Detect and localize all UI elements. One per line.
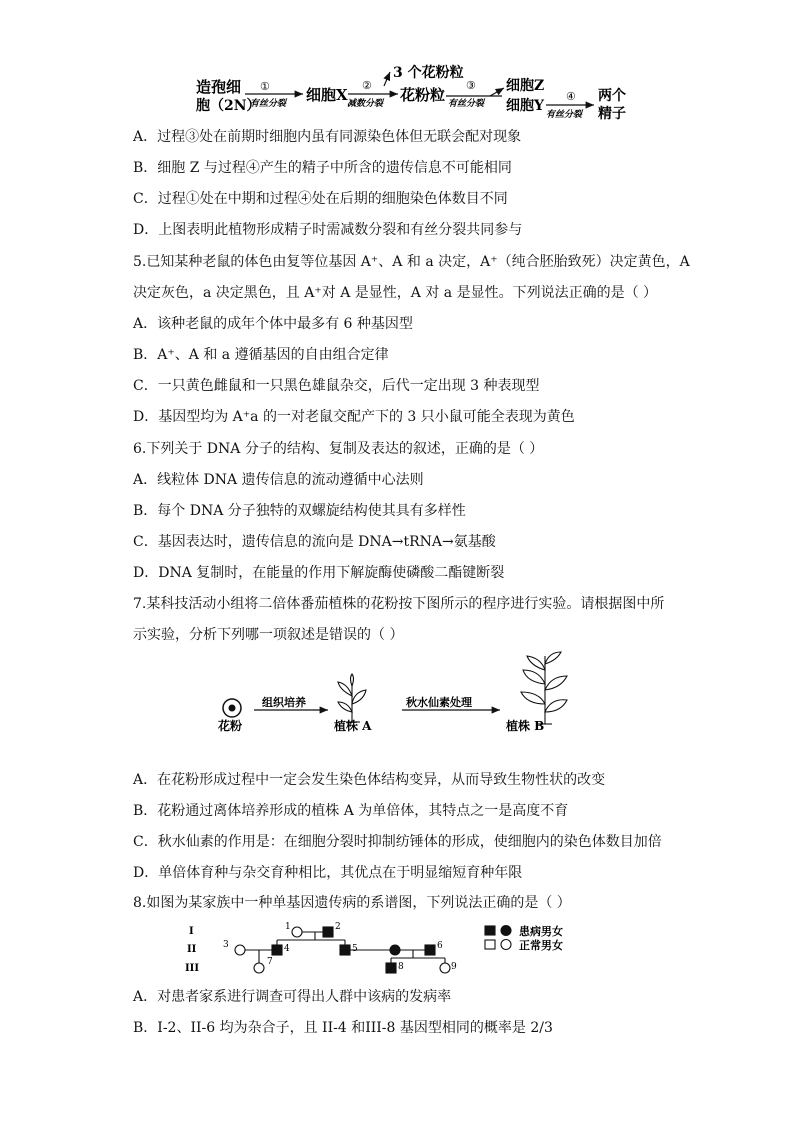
svg-text:秋水仙素处理: 秋水仙素处理 [406, 696, 472, 709]
q5-option-a: A．该种老鼠的成年个体中最多有 6 种基因型 [133, 316, 413, 332]
q8-option-b: B．I-2、II-6 均为杂合子，且 II-4 和III-8 基因型相同的概率是 2/3 [133, 1020, 553, 1036]
plant-a-icon [338, 674, 366, 722]
svg-text:II: II [187, 944, 197, 955]
q6-option-d: D．DNA 复制时，在能量的作用下解旋酶使磷酸二酯键断裂 [133, 565, 505, 581]
svg-text:III: III [185, 963, 200, 974]
pollen-label: 花粉 [218, 719, 243, 733]
svg-text:7: 7 [267, 957, 273, 967]
plant-b-icon [521, 652, 567, 724]
q7-option-b: B．花粉通过离体培养形成的植株 A 为单倍体，其特点之一是高度不育 [133, 803, 569, 819]
q5-option-c: C．一只黄色雌鼠和一只黑色雄鼠杂交，后代一定出现 3 种表现型 [133, 378, 540, 394]
q6-option-a: A．线粒体 DNA 遗传信息的流动遵循中心法则 [133, 472, 424, 488]
svg-text:4: 4 [284, 944, 290, 954]
svg-text:减数分裂: 减数分裂 [347, 99, 384, 109]
q5-stem-line1: 5.已知某种老鼠的体色由复等位基因 A⁺、A 和 a 决定，A⁺（纯合胚胎致死）决定黄色，A [133, 254, 690, 270]
svg-text:6: 6 [437, 941, 443, 951]
svg-text:5: 5 [352, 944, 358, 954]
svg-text:有丝分裂: 有丝分裂 [448, 99, 485, 109]
svg-text:3: 3 [223, 940, 229, 950]
q4-option-c: C．过程①处在中期和过程④处在后期的细胞染色体数目不同 [133, 191, 508, 207]
svg-text:有丝分裂: 有丝分裂 [250, 99, 287, 109]
q4-option-a: A．过程③处在前期时细胞内虽有同源染色体但无联会配对现象 [133, 129, 522, 145]
q7-stem-line1: 7.某科技活动小组将二倍体番茄植株的花粉按下图所示的程序进行实验。请根据图中所 [133, 596, 665, 612]
cell-x: 细胞X [306, 86, 348, 104]
legend-normal: 正常男女 [519, 939, 563, 952]
pedigree-chart [185, 920, 655, 976]
svg-text:有丝分裂: 有丝分裂 [546, 110, 583, 120]
three-pollen: 3 个花粉粒 [393, 65, 464, 81]
pollen-culture-diagram [210, 650, 590, 736]
pollen-grain: 花粉粒 [400, 86, 446, 104]
start-cell-line2: 胞（2N） [196, 98, 261, 114]
start-cell-line1: 造孢细 [196, 78, 242, 96]
q6-option-c: C．基因表达时，遗传信息的流向是 DNA→tRNA→氨基酸 [133, 534, 496, 550]
q5-option-b: B．A⁺、A 和 a 遵循基因的自由组合定律 [133, 347, 389, 363]
q7-stem-line2: 示实验，分析下列哪一项叙述是错误的（ ） [133, 627, 404, 643]
svg-text:④: ④ [566, 90, 576, 103]
svg-text:1: 1 [285, 922, 291, 932]
svg-text:8: 8 [398, 962, 404, 972]
q7-option-a: A．在花粉形成过程中一定会发生染色体结构变异，从而导致生物性状的改变 [133, 772, 606, 788]
q6-stem: 6.下列关于 DNA 分子的结构、复制及表达的叙述，正确的是（ ） [133, 441, 544, 457]
two-sperm-line2: 精子 [598, 106, 626, 122]
cell-y: 细胞Y [506, 98, 544, 114]
two-sperm-line1: 两个 [598, 88, 626, 104]
q4-option-b: B．细胞 Z 与过程④产生的精子中所含的遗传信息不可能相同 [133, 160, 512, 176]
q4-option-d: D．上图表明此植物形成精子时需减数分裂和有丝分裂共同参与 [133, 222, 523, 238]
legend-affected: 患病男女 [519, 925, 563, 938]
svg-text:I: I [189, 926, 194, 937]
q5-option-d: D．基因型均为 A⁺a 的一对老鼠交配产下的 3 只小鼠可能全表现为黄色 [133, 409, 575, 425]
q8-stem: 8.如图为某家族中一种单基因遗传病的系谱图，下列说法正确的是（ ） [133, 895, 571, 911]
svg-text:9: 9 [451, 962, 457, 972]
q7-option-d: D．单倍体育种与杂交育种相比，其优点在于明显缩短育种年限 [133, 865, 523, 881]
q5-stem-line2: 决定灰色，a 决定黑色，且 A⁺对 A 是显性，A 对 a 是显性。下列说法正确的是（ ） [133, 285, 658, 301]
svg-text:③: ③ [466, 79, 476, 92]
plant-b-label: 植株 B [506, 719, 545, 733]
svg-text:②: ② [362, 79, 372, 92]
plant-a-label: 植株 A [334, 719, 372, 733]
svg-text:2: 2 [335, 922, 341, 932]
svg-text:①: ① [260, 80, 270, 93]
meiosis-flow-diagram [190, 62, 650, 124]
q6-option-b: B．每个 DNA 分子独特的双螺旋结构使其具有多样性 [133, 503, 466, 519]
q7-option-c: C．秋水仙素的作用是：在细胞分裂时抑制纺锤体的形成，使细胞内的染色体数目加倍 [133, 834, 662, 850]
svg-text:组织培养: 组织培养 [262, 696, 306, 709]
q8-option-a: A．对患者家系进行调查可得出人群中该病的发病率 [133, 989, 452, 1005]
cell-z: 细胞Z [506, 78, 545, 94]
